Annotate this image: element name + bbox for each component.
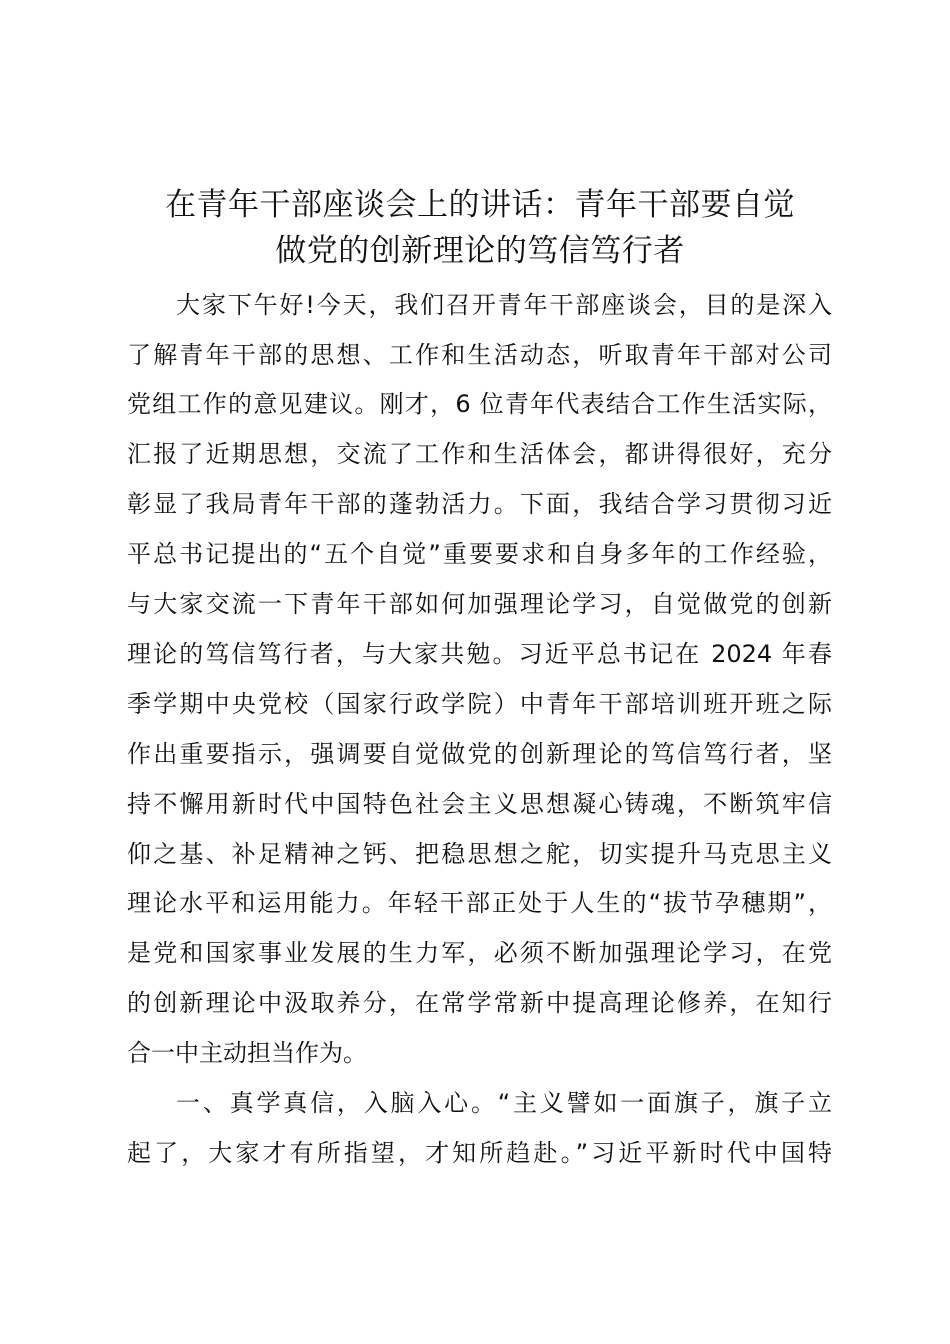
paragraph-line: 合一中主动担当作为。	[127, 1039, 367, 1067]
paragraph-line: 的创新理论中汲取养分，在常学常新中提高理论修养，在知行	[127, 989, 832, 1017]
paragraph-line: 季学期中央党校（国家行政学院）中青年干部培训班开班之际	[127, 690, 832, 718]
paragraph-line: 理论水平和运用能力。年轻干部正处于人生的“拔节孕穗期”，	[127, 889, 832, 917]
paragraph-line: 与大家交流一下青年干部如何加强理论学习，自觉做党的创新	[127, 590, 832, 618]
paragraph-line: 了解青年干部的思想、工作和生活动态，听取青年干部对公司	[127, 341, 832, 369]
paragraph-line: 仰之基、补足精神之钙、把稳思想之舵，切实提升马克思主义	[127, 840, 832, 868]
paragraph-line: 是党和国家事业发展的生力军，必须不断加强理论学习，在党	[127, 939, 832, 967]
paragraph-line: 大家下午好!今天，我们召开青年干部座谈会，目的是深入	[176, 291, 832, 319]
paragraph-line: 作出重要指示，强调要自觉做党的创新理论的笃信笃行者，坚	[127, 740, 832, 768]
paragraph-line: 党组工作的意见建议。刚才，6 位青年代表结合工作生活实际，	[127, 390, 832, 418]
title-line-1: 在青年干部座谈会上的讲话：青年干部要自觉	[165, 187, 795, 223]
paragraph-line: 起了，大家才有所指望，才知所趋赴。”习近平新时代中国特	[127, 1139, 832, 1167]
title-line-2: 做党的创新理论的笃信笃行者	[275, 233, 685, 269]
paragraph-line: 持不懈用新时代中国特色社会主义思想凝心铸魂，不断筑牢信	[127, 790, 832, 818]
paragraph-line: 彰显了我局青年干部的蓬勃活力。下面，我结合学习贯彻习近	[127, 490, 832, 518]
paragraph-line: 平总书记提出的“五个自觉”重要要求和自身多年的工作经验，	[127, 540, 832, 568]
paragraph-line: 理论的笃信笃行者，与大家共勉。习近平总书记在 2024 年春	[127, 640, 832, 668]
paragraph-line: 汇报了近期思想，交流了工作和生活体会，都讲得很好，充分	[127, 440, 832, 468]
document-title	[110, 182, 850, 274]
paragraph-line: 一、真学真信，入脑入心。“主义譬如一面旗子，旗子立	[176, 1089, 832, 1117]
